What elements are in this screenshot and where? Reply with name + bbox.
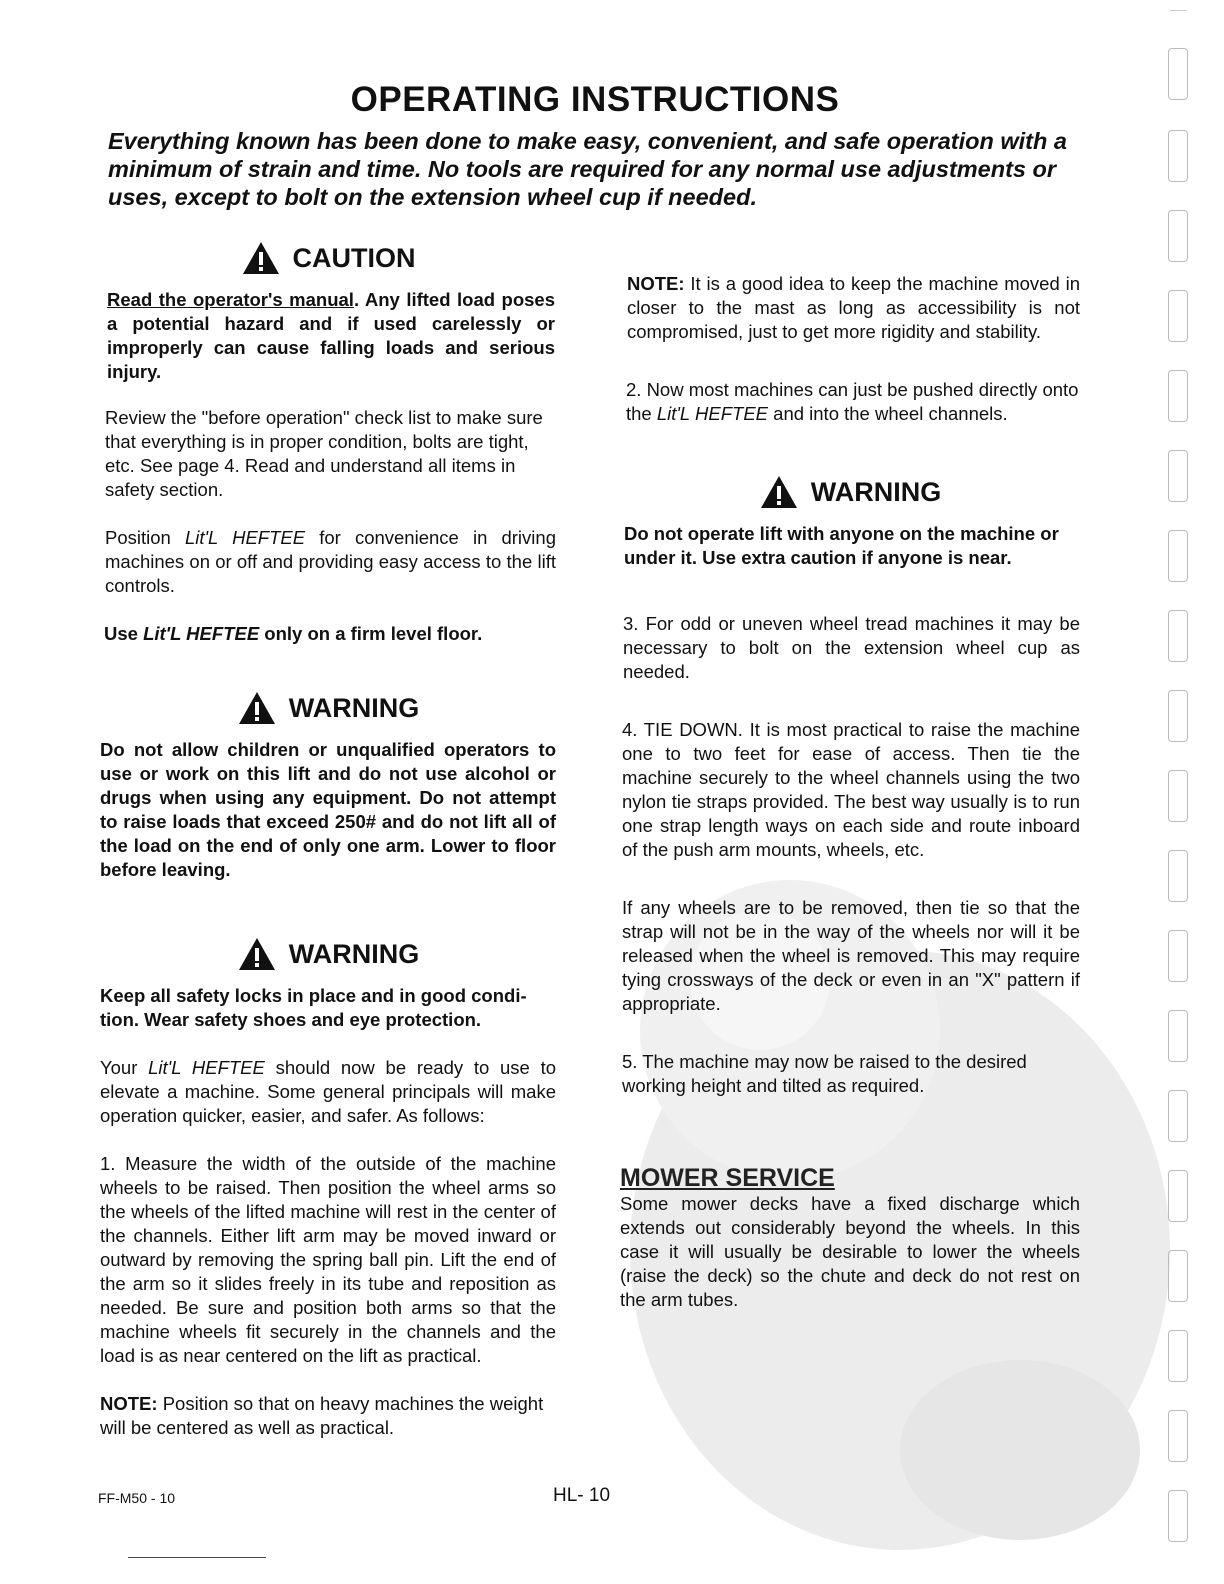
brand-name: Lit'L HEFTEE [143,623,260,644]
binder-hole [1168,770,1188,822]
note-label: NOTE: [627,273,685,294]
warning-header-label: WARNING [288,693,420,723]
right-column [620,272,1080,1312]
position-paragraph [105,526,556,598]
brand-name: Lit'L HEFTEE [184,527,306,548]
binder-hole [1168,1090,1188,1142]
warning-triangle-icon [237,936,277,972]
your-text-1: Your [100,1057,149,1078]
warning-header-label: WARNING [288,939,420,969]
use-text-1: Use [104,623,144,644]
binder-hole [1168,850,1188,902]
binder-hole [1168,1010,1188,1062]
your-text-2: should now be ready to use to elevate a machine. Some general principals will make operation quicker, easier, and safer. As follows: [100,1057,556,1126]
binder-hole [1168,290,1188,342]
caution-body: . Any lifted load poses a potential hazard and if used carelessly or improperly can cause falling loads and serious injury. [107,289,555,382]
binder-hole [1168,690,1188,742]
warning-text: Do not operate lift with anyone on the machine or under it. Use extra caution if anyone is near. [624,523,1059,568]
your-paragraph [100,1056,556,1128]
brand-name: Lit'L HEFTEE [148,1057,265,1078]
caution-header-label: CAUTION [292,243,416,273]
binder-hole [1168,610,1188,662]
step-4-paragraph: 4. TIE DOWN. It is most practical to raise the machine one to two feet for ease of access. Then tie the machine securely to the wheel channels using the two nylon tie straps provided. The best way usually is to run one strap length ways on each side and route inboard of the push arm mounts, wheels, etc. [622,719,1080,860]
note-paragraph [100,1392,556,1440]
brand-name: Lit'L HEFTEE [656,403,769,424]
note-paragraph [627,272,1080,344]
edge-mark [1170,10,1186,11]
warning-header [100,934,556,974]
warning-text: Keep all safety locks in place and in good condi-tion. Wear safety shoes and eye protection. [100,985,527,1030]
binder-hole [1168,1330,1188,1382]
binder-hole [1168,1490,1188,1542]
left-column [100,238,556,1440]
position-text-1: Position [105,527,185,548]
step-2-paragraph [626,378,1080,426]
warning-header [620,472,1080,512]
warning-triangle-icon [759,474,799,510]
position-text-2: for convenience in driving machines on or off and providing easy access to the lift controls. [105,527,556,596]
binder-hole [1168,1410,1188,1462]
step-2-text-2: and into the wheel channels. [768,403,1008,424]
page-number: HL- 10 [553,1485,611,1506]
mower-service-paragraph: Some mower decks have a fixed discharge which extends out considerably beyond the wheels. In this case it will usually be desirable to lower the wheels (raise the deck) so the chute and deck do not rest on the arm tubes. [620,1193,1080,1310]
wheels-removed-paragraph: If any wheels are to be removed, then tie so that the strap will not be in the way of the wheels nor will it be released when the wheel is removed. This may require tying crossways of the deck or even in an "X" pattern if appropriate. [622,897,1080,1014]
binder-hole [1168,450,1188,502]
binder-hole [1168,1250,1188,1302]
hyperlink-underline [128,1557,266,1558]
binder-hole [1168,210,1188,262]
warning-text: Do not allow children or unqualified operators to use or work on this lift and do not use alcohol or drugs when using any equipment. Do not attempt to raise loads that exceed 250# and do not lift all of the load on the end of only one arm. Lower to floor before leaving. [100,739,556,880]
binder-hole [1168,1170,1188,1222]
binder-hole [1168,530,1188,582]
step-1-paragraph: 1. Measure the width of the outside of the machine wheels to be raised. Then position the wheel arms so the wheels of the lifted machine will rest in the center of the channels. Either lift arm may be moved inward or outward by removing the spring ball pin. Lift the end of the arm so it slides freely in its tube and reposition as needed. Be sure and position both arms so that the machine wheels fit securely in the channels and the load is as near centered on the lift as practical. [100,1153,556,1366]
mower-service-heading: MOWER SERVICE [620,1164,835,1192]
manual-link-text: Read the operator's manual [107,289,354,310]
document-code: FF-M50 - 10 [98,1490,176,1506]
use-paragraph [104,622,556,646]
caution-header [100,238,556,278]
note-label: NOTE: [100,1393,158,1414]
note-text: It is a good idea to keep the machine moved in closer to the mast as long as accessibility is not compromised, just to get more rigidity and stability. [627,273,1080,342]
step-5-paragraph: 5. The machine may now be raised to the desired working height and tilted as required. [622,1051,1027,1096]
warning-triangle-icon [237,690,277,726]
page-title: OPERATING INSTRUCTIONS [350,80,840,119]
note-text: Position so that on heavy machines the weight will be centered as well as practical. [100,1393,544,1438]
binder-hole [1168,370,1188,422]
warning-header [100,688,556,728]
review-paragraph: Review the "before operation" check list to make sure that everything is in proper condition, bolts are tight, etc. See page 4. Read and understand all items in safety section. [105,407,543,500]
warning-triangle-icon [241,240,281,276]
caution-text [107,288,555,384]
intro-paragraph: Everything known has been done to make easy, convenient, and safe operation with a minimum of strain and time. No tools are required for any normal use adjustments or uses, except to bolt on the extension wheel cup if needed. [108,128,1067,210]
use-text-2: only on a firm level floor. [259,623,483,644]
binder-hole [1168,930,1188,982]
warning-header-label: WARNING [810,477,942,507]
binder-hole [1168,130,1188,182]
step-3-paragraph: 3. For odd or uneven wheel tread machines it may be necessary to bolt on the extension wheel cup as needed. [623,613,1080,682]
step-2-text-1: 2. Now most machines can just be pushed directly onto the [626,379,1079,424]
